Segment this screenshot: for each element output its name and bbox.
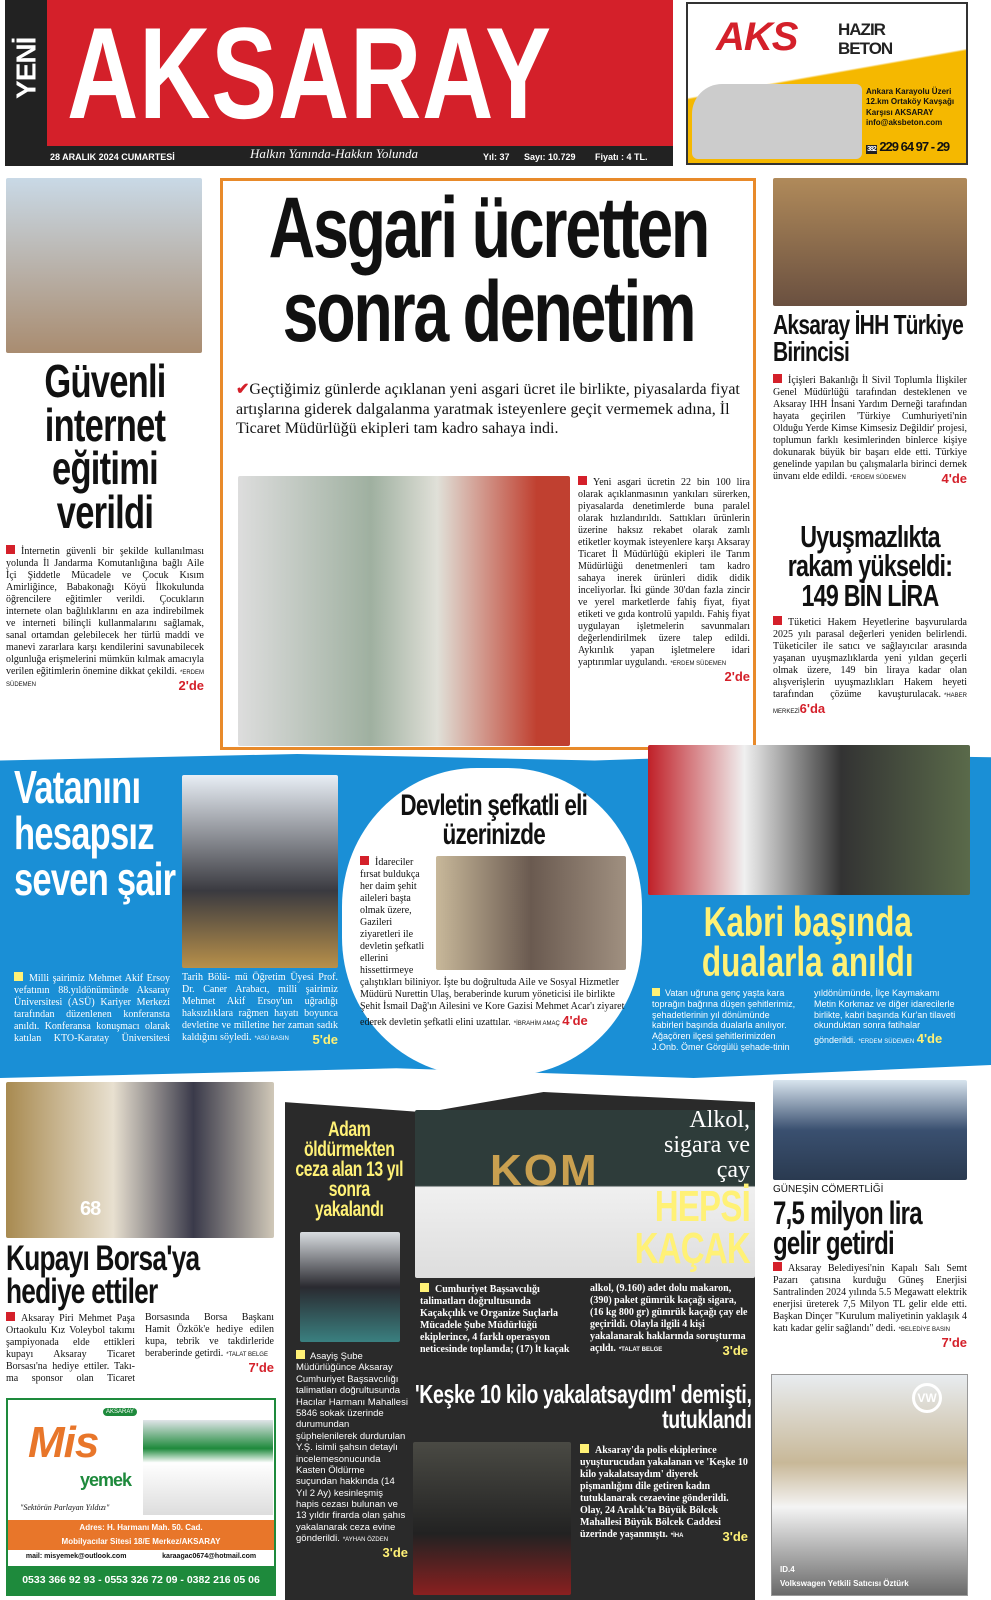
arrest-photo bbox=[300, 1232, 400, 1342]
byline: *BELEDİYE BASIN bbox=[898, 1327, 951, 1333]
byline: *ERDEM SÜDEMEN bbox=[858, 1039, 915, 1046]
body-text: Vatan uğruna genç yaşta kara toprağın bağrına düşen şehitlerimiz, şehadetlerinin yıl dönümünde kabirleri başında dualarla anılıyor. Ağaçören ilçesi şehitlerimizden J.Onb. Ömer Görgülü şehade- bbox=[652, 988, 796, 1052]
devlet-body bbox=[360, 856, 626, 1029]
page-ref[interactable]: 4'de bbox=[916, 1031, 943, 1047]
body-text: İçişleri Bakanlığı İl Sivil Toplumla İlişkiler Genel Müdürlüğü tarafından desteklenen ve Aksaray IHH İnsani Yardım Derneği tarafından hayata geçirilen 'Türkiye Cumhuriyeti'nin Olduğu Yerde Kimse Kimsesiz Değildir' projesi, toplumun farklı kesimlerinden binlerce kişiye dokunarak büyük bir başarı elde etti. Türkiye genelinde yapılan bu çalışmalarla birinci dernek ünvanı elde edildi. bbox=[773, 375, 967, 482]
check-icon: ✔ bbox=[236, 381, 250, 398]
kacak-body bbox=[420, 1283, 748, 1359]
byline: *ERDEM SÜDEMEN bbox=[6, 670, 204, 688]
body-text: mü Öğretim Üyesi Prof. Dr. Caner Arabacı, milli şairimiz Mehmet Akif Ersoy'un uğradığı haksızlıklara rağmen hayatı boyunca devletine ve milletine her zaman sadık kaldığını söyledi. bbox=[182, 972, 338, 1043]
masthead-year: Yıl: 37 bbox=[483, 152, 510, 162]
classroom-photo bbox=[6, 178, 202, 353]
ihh-headline: Aksaray İHH Türkiye Birincisi bbox=[773, 309, 964, 367]
sair-body bbox=[14, 972, 338, 1048]
market-inspection-photo bbox=[238, 476, 570, 746]
lead-text: Geçtiğimiz günlerde açıklanan yeni asgari ücret ile birlikte, piyasalarda fiyat artışlarına giderek dalgalanma yaratmak isteyenlere geçit vermemek adına, İl Ticaret Müdürlüğü ekipleri tam kadro sahaya indi. bbox=[236, 381, 740, 438]
page-ref[interactable]: 5'de bbox=[312, 1032, 338, 1047]
konferans-photo bbox=[182, 775, 338, 968]
body-text: Tüketici Hakem Heyetlerine başvurularda 2025 yılı parasal değerleri yeniden belirlendi. Tüketiciler ile satıcı ve sağlayıcılar arasında yaşanan uyuşmazlıklarda yeni yıldan geçerli olmak üzere, 149 bin liraya kadar olan alışverişlerin uyuşmazlıkları Hakem heyeti tarafından çözüme kavuşturulacak. bbox=[773, 617, 967, 700]
gunes-body bbox=[773, 1262, 967, 1351]
address-line: Ankara Karayolu Üzeri bbox=[866, 87, 952, 96]
body-text: Cumhuriyet Başsavcılığı talimatları doğrultusunda Kaçakçılık ve Organize Suçlarla Mücadele Şube Müdürlüğü ekiplerince, 4 farklı operasyon neticesinde toplamda; (17) lt kaçak bbox=[420, 1284, 570, 1355]
mixer-truck-image bbox=[692, 84, 862, 159]
body-text: İdareciler fırsat buldukça her daim şehit aileleri başta olmak üzere, Gazileri ziyaretleri ile devletin şefkatli ellerini hissettirmeye çalıştıkları biliniyor. İşte bu doğrultuda Aile ve Sosyal Hizmetler Müdürü Nurettin Ulaş, beraberinde kurum yöneticisi ile bbox=[360, 857, 620, 1000]
byline: *TALAT BELGE bbox=[226, 1352, 268, 1358]
sair-headline: Vatanını hesapsız seven şair bbox=[14, 761, 176, 905]
body-text: İnternetin güvenli bir şekilde kullanılması yolunda İl Jandarma Komutanlığına bağlı Aile İçi Şiddetle Mücadele ve Çocuk Kısım Amirliğince, Babakonağı Köyü İlkokulunda öğrencilere eğitimler verildi. Çocukların internete olan bağlılıklarını en aza indirebilmek ve interneti bilinçli kullanmalarını sağlamak, sanal ortamdan gelebilecek her türlü maddi ve manevi zararlara karşı kendilerini savunabilecek olgunluğa erişmelerini mümkün kılmak amacıyla verilen eğitimlerin önemine dikkat çekildi. bbox=[6, 546, 204, 677]
gunes-headline: 7,5 milyon lira gelir getirdi bbox=[773, 1195, 922, 1262]
body-text: birlikte Şehit İsmail Dağ'ın Ailesini ve Kore Gazisi Mehmet Acar'ı ziyaret ederek devletin şefkatli elini uzattılar. bbox=[360, 989, 625, 1028]
mis-tagline: "Sektörün Parlayan Yıldızı" bbox=[20, 1503, 110, 1512]
byline: *AYHAN ÖZDEN bbox=[342, 1537, 389, 1544]
byline: *ASÜ BASIN bbox=[254, 1036, 289, 1042]
aks-beton-ad[interactable] bbox=[686, 2, 968, 165]
vw-caption: Volkswagen Yetkili Satıcısı Öztürk bbox=[780, 1579, 909, 1588]
address-line: 12.km Ortaköy Kavşağı bbox=[866, 97, 955, 107]
page-ref[interactable]: 7'de bbox=[248, 1360, 274, 1375]
masthead-date: 28 ARALIK 2024 CUMARTESİ bbox=[50, 152, 175, 162]
kupa-body bbox=[6, 1312, 274, 1385]
byline: *İBRAHİM AMAÇ bbox=[513, 1021, 560, 1027]
byline: *ERDEM SÜDEMEN bbox=[850, 475, 906, 481]
asgari-headline: Asgari ücretten sonra denetim bbox=[268, 180, 709, 361]
ihh-photo bbox=[773, 178, 967, 306]
mis-sub: yemek bbox=[80, 1470, 132, 1490]
mis-yemek-ad[interactable] bbox=[6, 1398, 276, 1596]
hakem-headline: Uyuşmazlıkta rakam yükseldi: 149 BİN LİRA bbox=[787, 519, 953, 613]
adam-headline: Adam öldürmekten ceza alan 13 yıl sonra yakalandı bbox=[295, 1118, 404, 1221]
vans-photo bbox=[143, 1420, 273, 1515]
masthead bbox=[5, 0, 673, 166]
kacak-headline: HEPSİ KAÇAK bbox=[634, 1182, 750, 1273]
gazi-visit-photo bbox=[436, 856, 626, 970]
body-text: ma sponsor olan Ticaret Borsasında Borsa Başkanı Hamit Özkök'e hediye edilen kupa, tebrik ve takdirleride beraberinde getirdi. bbox=[6, 1312, 274, 1384]
byline: *HABER MERKEZİ bbox=[773, 693, 967, 715]
keske-body bbox=[580, 1444, 748, 1545]
page-ref[interactable]: 6'da bbox=[799, 701, 826, 716]
internet-body bbox=[6, 545, 204, 694]
body-text: alkol, (9.160) adet dolu makaron, (390) paket gümrük kaçağı sigara, (16 kg 800 gr) gümrük kaçağı çay ele geçirildi. Olayla ilgili 4 kişi yakalanarak haklarında soruşturma açıldı. bbox=[590, 1283, 748, 1354]
kom-sign: KOM bbox=[490, 1146, 599, 1195]
mis-address bbox=[8, 1520, 274, 1550]
asgari-lead bbox=[236, 380, 741, 439]
byline: *TALAT BELGE bbox=[618, 1347, 663, 1353]
borsa-photo bbox=[6, 1082, 274, 1238]
aks-name-2: BETON bbox=[838, 39, 893, 58]
body-text: Aksaray Belediyesi'nin Kapalı Salı Semt Pazarı çatısına kurduğu Güneş Enerjisi Santralinden 2024 yılında 5.5 Megawatt elektrik enerjisi üreterek 7,5 Milyon TL gelir elde etti. Başkan Dinçer "Kurulum maliyetinin yaklaşık 4 katı kadar gelir sağlandı" dedi. bbox=[773, 1263, 967, 1334]
page-ref[interactable]: 4'de bbox=[562, 1013, 588, 1028]
page-ref[interactable]: 2'de bbox=[724, 669, 750, 684]
adam-body bbox=[296, 1350, 408, 1560]
masthead-title: AKSARAY bbox=[67, 0, 552, 146]
solar-panel-photo bbox=[773, 1080, 967, 1180]
keske-headline: 'Keşke 10 kilo yakalatsaydım' demişti, tutuklandı bbox=[415, 1379, 752, 1434]
page-ref[interactable]: 3'de bbox=[382, 1544, 408, 1560]
kabri-body bbox=[652, 988, 964, 1053]
devlet-headline: Devletin şefkatli eli üzerinizde bbox=[400, 789, 588, 851]
volkswagen-ad[interactable] bbox=[771, 1374, 968, 1596]
address-line: Adres: H. Harmanı Mah. 50. Cad. bbox=[79, 1523, 203, 1532]
vw-logo-icon: VW bbox=[912, 1383, 942, 1413]
byline: *İHA bbox=[670, 1533, 684, 1539]
body-text: tinin yıldönümünde, İlçe Kaymakamı Metin Korkmaz ve diğer idarecilerle birlikte, kabri başında Kur'an tilaveti okunduktan sonra fatihalar gönderildi. bbox=[773, 988, 956, 1052]
vw-model: ID.4 bbox=[780, 1565, 795, 1574]
area-code: 382 bbox=[867, 146, 876, 153]
address-line: Mobilyacılar Sitesi 18/E Merkez/AKSARAY bbox=[61, 1537, 221, 1546]
byline: *ERDEM SÜDEMEN bbox=[670, 661, 727, 667]
page-ref[interactable]: 3'de bbox=[722, 1529, 748, 1544]
body-text: Aksaray'da polis ekiplerince uyuşturucudan yakalanan ve 'Keşke 10 kilo yakalatsaydım' diyerek pişmanlığını dile getiren kadın tutuklanarak cezaevine gönderildi. Olay, 24 Aralık'ta Büyük Bölcek Mahallesi Büyük Bölcek Caddesi üzerinde yaşanmıştı. bbox=[580, 1445, 748, 1540]
mis-mails bbox=[8, 1553, 274, 1560]
page-ref[interactable]: 4'de bbox=[941, 471, 967, 486]
masthead-slogan: Halkın Yanında-Hakkın Yolunda bbox=[250, 146, 419, 161]
gunes-kicker: GÜNEŞİN CÖMERTLİĞİ bbox=[773, 1184, 884, 1195]
mis-city: AKSARAY bbox=[103, 1408, 137, 1416]
mis-phones: 0533 366 92 93 - 0553 326 72 09 - 0382 216 05 06 bbox=[8, 1566, 274, 1594]
email[interactable]: mail: misyemek@outlook.com bbox=[25, 1553, 127, 1560]
page-ref[interactable]: 7'de bbox=[941, 1335, 967, 1350]
hakem-body bbox=[773, 616, 967, 717]
ihh-body bbox=[773, 374, 967, 487]
email[interactable]: info@aksbeton.com bbox=[866, 118, 943, 128]
page-ref[interactable]: 2'de bbox=[178, 678, 204, 693]
body-text: Yeni asgari ücretin 22 bin 100 lira olarak açıklanmasının yankıları sürerken, piyasalarda denetimlerde buna paralel olarak hızlandırıldı. Sattıkları ürünlerin üzerine haksız rekabet olarak zamlı etiketler koymak isteyenlere karşı Aksaray Ticaret İl Müdürlüğü ekipleri ile Tarım Müdürlüğü denetmenleri tam kadro sahaya inerek ürünleri didik didik inceliyorlar. İki günde 30'dan fazla zincir ve yerel marketlerde fahiş fiyat, fiyat etiketi ve gıda kontrolü yapıldı. Fahiş fiyat uygulayan işletmelerin savunmaları değerlendirilmek üzere talep edildi. Aykırılık yapan işletmelere idari yaptırımlar uygulandı. bbox=[578, 477, 750, 668]
internet-headline: Güvenli internet eğitimi verildi bbox=[44, 355, 166, 539]
aks-name-1: HAZIR bbox=[838, 20, 885, 39]
email[interactable]: karaagac0674@hotmail.com bbox=[162, 1553, 257, 1560]
masthead-issue: Sayı: 10.729 bbox=[524, 152, 576, 162]
masthead-prefix: YENİ bbox=[10, 37, 42, 99]
masthead-price: Fiyatı : 4 TL. bbox=[595, 152, 648, 162]
body-text: Aksaray Piri Mehmet Paşa Ortaokulu Kız Voleybol takımı şampiyonada elde ettikleri kupayı Aksaray Ticaret Borsası'na hediye ettiler. Takı- bbox=[6, 1313, 135, 1372]
phone: 229 64 97 - 29 bbox=[879, 139, 950, 154]
kacak-kicker: Alkol, sigara ve çay bbox=[664, 1107, 750, 1184]
aks-address bbox=[866, 87, 954, 129]
body-text: Milli şairimiz Mehmet Akif Ersoy vefatının 88.yıldönümünde Aksaray Üniversitesi (ASÜ) Kariyer Merkezi tarafından düzenlenen konferansta anıldı. Konferansa konuşmacı olarak katılan KTO-Karatay Üniversitesi Tarih Bölü- bbox=[14, 972, 231, 1044]
kupa-headline: Kupayı Borsa'ya hediye ettiler bbox=[6, 1239, 200, 1312]
aks-phone bbox=[866, 141, 949, 154]
police-photo bbox=[413, 1442, 571, 1595]
kabir-photo bbox=[648, 745, 970, 895]
mis-brand: Mis bbox=[28, 1418, 99, 1467]
address-line: Karşısı AKSARAY bbox=[866, 107, 934, 117]
jersey-number: 68 bbox=[80, 1198, 101, 1220]
aks-logo: AKS bbox=[716, 15, 798, 59]
page-ref[interactable]: 3'de bbox=[722, 1343, 748, 1358]
asgari-body bbox=[578, 476, 750, 685]
kabri-headline: Kabri başında dualarla anıldı bbox=[701, 898, 914, 985]
body-text: Asayiş Şube Müdürlüğünce Aksaray Cumhuriyet Başsavcılığı talimatları doğrultusunda Hacılar Harmanı Mahallesi 5846 sokak üzerinde durumundan şüphelenilerek durdurulan Y.Ş. isimli şahsın detaylı incelemesonucunda Kasten Öldürme suçundan hakkında (14 Yıl 2 Ay) kesinleşmiş hapis cezası bulunan ve 13 yıldır firarda olan şahıs yakalanarak ceza evine gönderildi. bbox=[296, 1351, 408, 1545]
